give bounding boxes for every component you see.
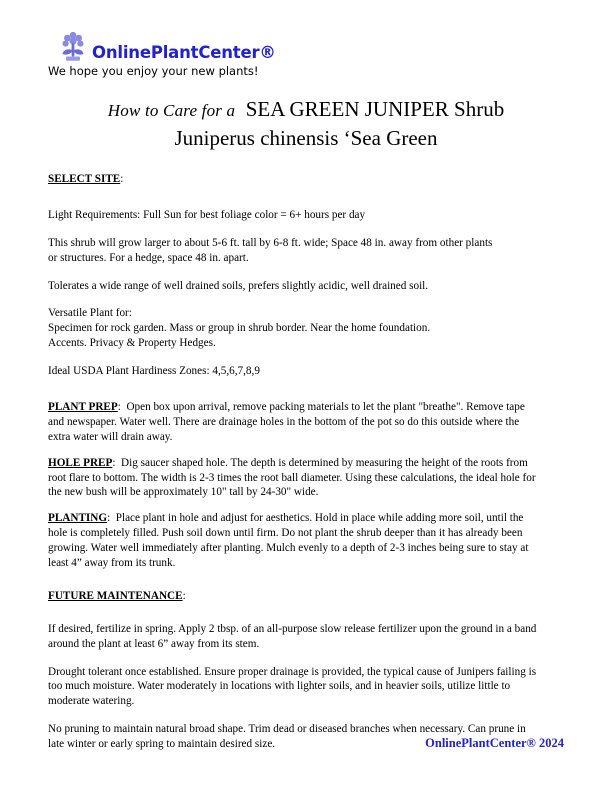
section-heading-future-maintenance — [48, 589, 542, 604]
flower-plant-icon — [58, 30, 88, 62]
title-botanical-name: Juniperus chinensis ‘Sea Green — [174, 126, 438, 151]
future-maintenance-pruning: No pruning to maintain natural broad shape. Trim dead or diseased branches when necessary. Can prune in late winter or early spring to maintain desired size. — [48, 723, 526, 751]
future-maintenance-watering: Drought tolerant once established. Ensure proper drainage is provided, the typical cause of Junipers failing is too much moisture. Water moderately in locations with lighter soils, and in heavier soils, utilize little to moderate watering. — [48, 665, 537, 708]
hole-prep-heading-text: HOLE PREP — [48, 456, 113, 469]
select-site-light-requirements: Light Requirements: Full Sun for best foliage color = 6+ hours per day — [48, 208, 366, 221]
title-line-primary — [0, 96, 612, 122]
brand-name: OnlinePlantCenter® — [92, 42, 276, 62]
letterhead — [48, 26, 568, 78]
future-maintenance-heading-colon: : — [182, 589, 186, 602]
planting-body: Place plant in hole and adjust for aesthetics. Hold in place while adding more soil, until the hole is completely filled. Push soil down until firm. Do not plant the shrub deeper than it has already been growing. Water well immediately after planting. Mulch evenly to a depth of 2-3 inches being sure to stay at least 4” away from its trunk. — [48, 512, 529, 570]
plant-prep-heading-text: PLANT PREP — [48, 401, 118, 414]
brand-tagline: We hope you enjoy your new plants! — [48, 64, 259, 78]
select-site-versatile-label: Versatile Plant for: — [48, 307, 132, 320]
plant-prep-body: Open box upon arrival, remove packing materials to let the plant "breathe". Remove tape and newspaper. Water well. There are drainage holes in the bottom of the pot so do this outside where the extra water will drain away. — [48, 401, 525, 443]
hole-prep-body: Dig saucer shaped hole. The depth is determined by measuring the height of the roots from root flare to bottom. The width is 2-3 times the root ball diameter. Using these calculations, the ideal hole for the new bush will be approximately 10" tall by 24-30" wide. — [48, 456, 536, 499]
plant-prep-heading-colon: : — [117, 401, 121, 414]
future-maintenance-heading-text: FUTURE MAINTENANCE — [48, 589, 183, 602]
title-plant-name: SEA GREEN JUNIPER Shrub — [245, 97, 505, 121]
document-body — [48, 172, 542, 752]
select-site-hardiness-zones: Ideal USDA Plant Hardiness Zones: 4,5,6,7,8,9 — [48, 365, 260, 378]
section-plant-prep — [48, 400, 542, 445]
page-title — [0, 96, 612, 153]
select-site-size-spacing: This shrub will grow larger to about 5-6 ft. tall by 6-8 ft. wide; Space 48 in. away from other plants or structures. For a hedge, space 48 in. apart. — [48, 236, 493, 264]
title-prefix: How to Care for a — [107, 101, 236, 120]
section-heading-select-site — [48, 172, 542, 187]
section-hole-prep — [48, 456, 542, 501]
hole-prep-heading-colon: : — [112, 456, 116, 469]
select-site-heading-colon: : — [120, 173, 124, 185]
brand-row — [48, 26, 568, 62]
select-site-heading-text: SELECT SITE — [48, 173, 121, 185]
footer-copyright: OnlinePlantCenter® 2024 — [425, 736, 564, 750]
future-maintenance-fertilizing: If desired, fertilize in spring. Apply 2 tbsp. of an all-purpose slow release fertilizer upon the ground in a band around the plant at least 6” away from its stem. — [48, 622, 537, 650]
select-site-versatile-uses: Specimen for rock garden. Mass or group in shrub border. Near the home foundation. Accents. Privacy & Property Hedges. — [48, 322, 431, 350]
planting-heading-colon: : — [107, 512, 111, 525]
section-planting — [48, 511, 542, 571]
select-site-soil: Tolerates a wide range of well drained soils, prefers slightly acidic, well drained soil. — [48, 279, 429, 292]
planting-heading-text: PLANTING — [48, 512, 108, 525]
